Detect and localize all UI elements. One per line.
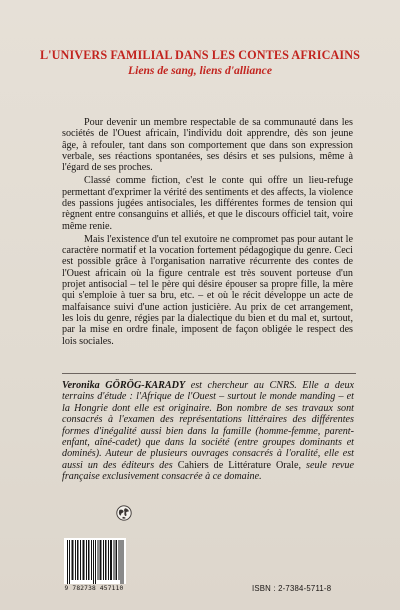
globe-logo-icon <box>116 505 132 521</box>
barcode-digits: 9 782738 457110 <box>64 585 124 592</box>
description-paragraph-1: Pour devenir un membre respectable de sa communauté dans les sociétés de l'Ouest africain, l'individu doit apprendre, dès son jeune âge, à refouler, tant dans son comportement que dans son expression verbale, ses réactions spontanées, ses désirs et ses pulsions, même à l'égard de ses proches. <box>62 117 353 174</box>
isbn: ISBN : 2-7384-5711-8 <box>252 584 332 593</box>
barcode <box>64 538 126 584</box>
title-block <box>0 48 400 77</box>
journal-name: Cahiers de Littérature Orale <box>177 459 299 471</box>
book-subtitle: Liens de sang, liens d'alliance <box>128 64 272 77</box>
description-paragraph-2: Classé comme fiction, c'est le conte qui offre un lieu-refuge permettant d'exprimer la vérité des sentiments et des affects, la violence des passions jugées antisociales, les différentes formes de tension qui règnent entre consanguins et alliés, et que le discours officiel tait, voire même renie. <box>62 175 353 232</box>
author-bio-text: est chercheur au CNRS. Elle a deux terrains d'étude : l'Afrique de l'Ouest – surtout le monde manding – et la Hongrie dont elle est originaire. Bon nombre de ses travaux sont consacrés à l'examen des représentations littéraires des différentes formes d'inégalité aussi bien dans la famille (homme-femme, parent-enfant, aîné-cadet) que dans la société (entre groupes dominants et dominés). Auteur de plusieurs ouvrages consacrés à l'oralité, elle est aussi un des éditeurs des <box>62 380 354 471</box>
book-title: L'UNIVERS FAMILIAL DANS LES CONTES AFRICAINS <box>39 48 361 62</box>
description-paragraph-3: Mais l'existence d'un tel exutoire ne compromet pas pour autant le caractère normatif et la vocation fortement pédagogique du genre. Ceci est possible grâce à l'organisation narrative récurrente des contes de l'Ouest africain où la figure centrale est très souvent porteuse d'un projet antisocial – tel le père qui désire épouser sa propre fille, la mère qui s'emploie à tuer sa bru, etc. – et où le récit développe un acte de malfaisance suivi d'une action justicière. Au prix de cet arrangement, les lois du genre, régies par la dialectique du bien et du mal et, surtout, par la mise en ordre finale, imposent de façon obligée le respect des lois sociales. <box>62 233 353 347</box>
author-bio-end: , seule revue française exclusivement consacrée à ce domaine. <box>62 459 354 483</box>
author-name: Veronika GÖRÖG-KARADY <box>62 380 186 391</box>
author-bio <box>62 380 354 483</box>
divider <box>62 373 356 374</box>
description <box>62 117 353 349</box>
